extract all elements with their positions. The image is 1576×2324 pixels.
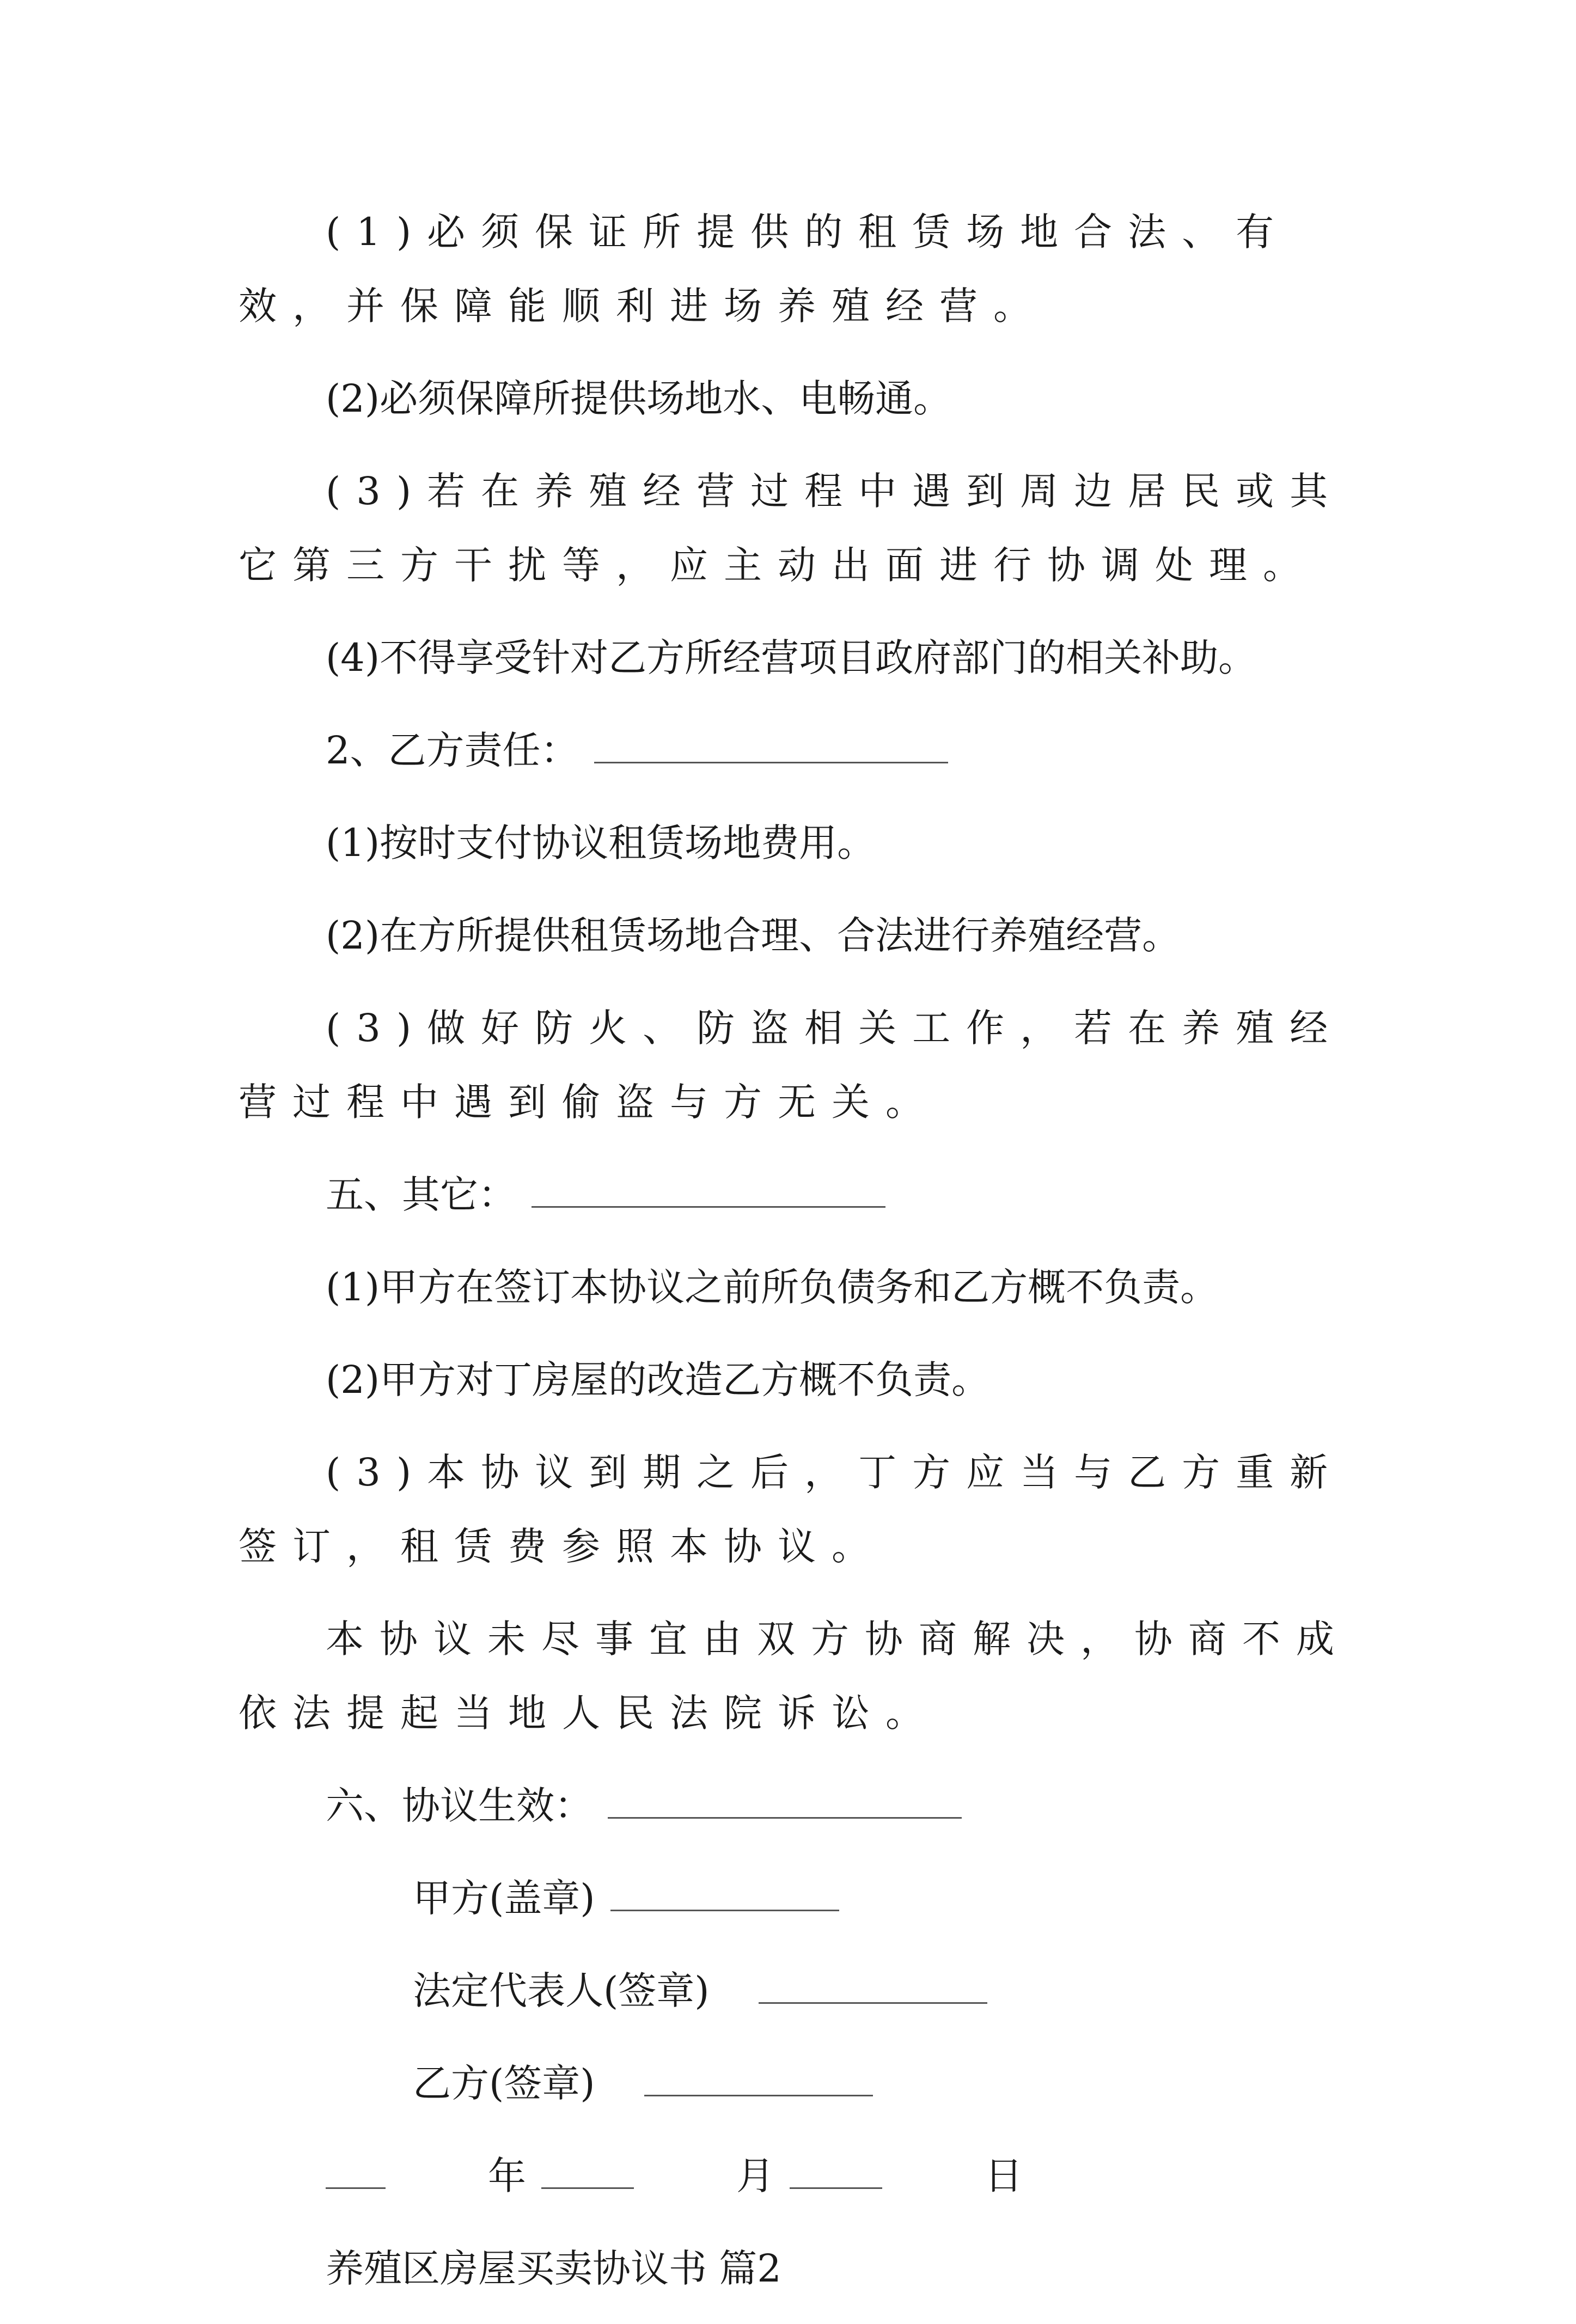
date-line: [239, 2139, 1344, 2213]
section-yi-heading: 2、乙方责任：: [326, 728, 579, 773]
section-other: [239, 1158, 1344, 1232]
blank-line: [594, 762, 948, 763]
day-blank: [790, 2187, 882, 2189]
clause-yi-3: (3)做好防火、防盗相关工作，若在养殖经营过程中遇到偷盗与方无关。: [239, 1006, 1344, 1124]
clause-other-2: (2)甲方对丁房屋的改造乙方概不负责。: [326, 1357, 990, 1402]
section-effect: [239, 1769, 1344, 1843]
year-blank: [326, 2187, 386, 2189]
clause-jia-4: (4)不得享受针对乙方所经营项目政府部门的相关补助。: [326, 635, 1257, 680]
signature-party-b: [239, 2046, 1344, 2120]
date-year-label: 年: [488, 2154, 526, 2198]
clause-yi-1: (1)按时支付协议租赁场地费用。: [326, 821, 876, 865]
signature-legal-rep-label: 法定代表人(签章): [413, 1968, 710, 2013]
clause-yi-2: (2)在方所提供租赁场地合理、合法进行养殖经营。: [326, 913, 1181, 958]
closing-clause: 本协议未尽事宜由双方协商解决，协商不成依法提起当地人民法院诉讼。: [239, 1617, 1350, 1735]
clause-jia-1: (1)必须保证所提供的租赁场地合法、有效，并保障能顺利进场养殖经营。: [239, 210, 1290, 328]
signature-legal-rep: [239, 1954, 1344, 2028]
section-yi-responsibility: [239, 713, 1344, 787]
clause-other-1: (1)甲方在签订本协议之前所负债务和乙方概不负责。: [326, 1265, 1219, 1310]
signature-line: [644, 2095, 873, 2096]
date-day-label: 日: [985, 2154, 1023, 2198]
clause-jia-3: (3)若在养殖经营过程中遇到周边居民或其它第三方干扰等，应主动出面进行协调处理。: [239, 469, 1344, 588]
signature-party-b-label: 乙方(签章): [413, 2061, 595, 2106]
blank-line: [532, 1206, 885, 1208]
section-other-heading: 五、其它：: [326, 1172, 516, 1217]
month-blank: [541, 2187, 634, 2189]
signature-party-a-label: 甲方(盖章): [413, 1876, 595, 1921]
document-page: [239, 195, 1350, 2324]
signature-party-a: [239, 1861, 1344, 1935]
next-section-title: 养殖区房屋买卖协议书 篇2: [326, 2246, 781, 2291]
signature-line: [759, 2002, 987, 2004]
section-effect-heading: 六、协议生效：: [326, 1783, 592, 1828]
clause-other-3: (3)本协议到期之后，丁方应当与乙方重新签订，租赁费参照本协议。: [239, 1450, 1344, 1569]
clause-jia-2: (2)必须保障所提供场地水、电畅通。: [326, 376, 952, 421]
signature-line: [610, 1910, 839, 1911]
blank-line: [608, 1817, 962, 1819]
date-month-label: 月: [736, 2154, 774, 2198]
